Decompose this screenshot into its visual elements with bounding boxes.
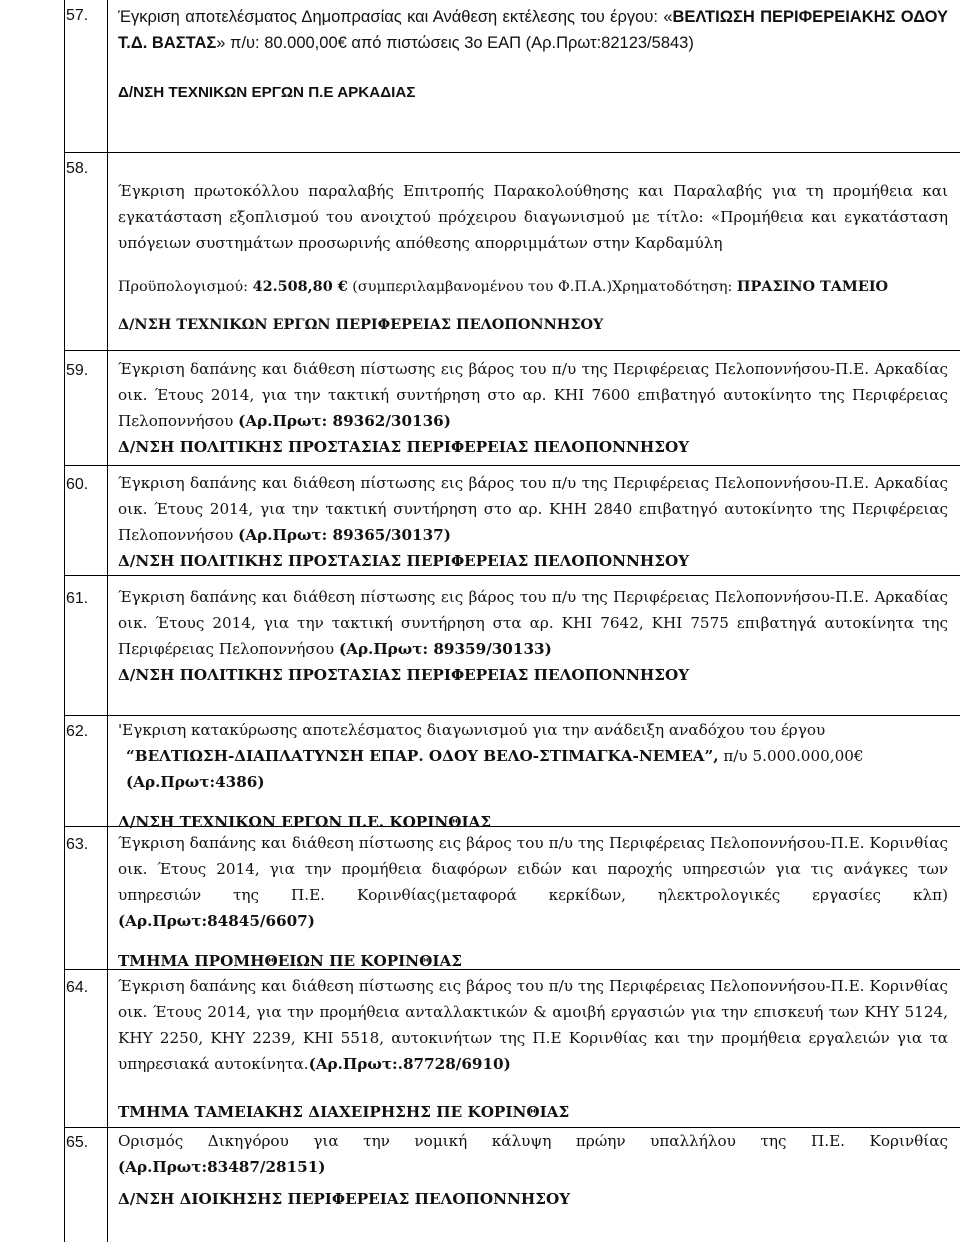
- row-divider: [64, 575, 960, 576]
- agenda-item: [118, 717, 948, 835]
- row-divider: [64, 715, 960, 716]
- agenda-item: [118, 4, 948, 106]
- item-number: 65.: [66, 1134, 89, 1151]
- department: Δ/ΝΣΗ ΤΕΧΝΙΚΩΝ ΕΡΓΩΝ Π.Ε ΑΡΚΑΔΙΑΣ: [118, 84, 416, 101]
- item-text: 'Εγκριση κατακύρωσης αποτελέσματος διαγωνισμού για την ανάδειξη αναδόχου του έργου: [118, 721, 826, 739]
- department: Δ/ΝΣΗ ΠΟΛΙΤΙΚΗΣ ΠΡΟΣΤΑΣΙΑΣ ΠΕΡΙΦΕΡΕΙΑΣ ΠΕΛΟΠΟΝΝΗΣΟΥ: [118, 438, 690, 456]
- department: Δ/ΝΣΗ ΠΟΛΙΤΙΚΗΣ ΠΡΟΣΤΑΣΙΑΣ ΠΕΡΙΦΕΡΕΙΑΣ ΠΕΛΟΠΟΝΝΗΣΟΥ: [118, 666, 690, 684]
- item-text: Έγκριση δαπάνης και διάθεση πίστωσης εις βάρος του π/υ της Περιφέρειας Πελοποννήσου-Π.Ε. Κορινθίας οικ. Έτους 2014, για την προμήθεια διαφόρων ειδών και παροχής υπηρεσιών για τις ανάγκες των υπηρεσιών της Π.Ε. Κορινθίας(μεταφορά κερκίδων, ηλεκτρολογικές εργασίες κλπ) (Αρ.Πρωτ:84845/6607): [118, 834, 948, 930]
- item-number: 61.: [66, 590, 89, 607]
- item-number: 57.: [66, 7, 89, 24]
- item-text: Ορισμός Δικηγόρου για την νομική κάλυψη πρώην υπαλλήλου της Π.Ε. Κορινθίας (Αρ.Πρωτ:83487/28151): [118, 1132, 948, 1176]
- department: Δ/ΝΣΗ ΠΟΛΙΤΙΚΗΣ ΠΡΟΣΤΑΣΙΑΣ ΠΕΡΙΦΕΡΕΙΑΣ ΠΕΛΟΠΟΝΝΗΣΟΥ: [118, 552, 690, 570]
- item-text: Έγκριση δαπάνης και διάθεση πίστωσης εις βάρος του π/υ της Περιφέρειας Πελοποννήσου-Π.Ε. Αρκαδίας οικ. Έτους 2014, για την τακτική συντήρηση στο αρ. ΚΗΙ 7600 επιβατηγό αυτοκίνητο της Περιφέρειας Πελοποννήσου (Αρ.Πρωτ: 89362/30136): [118, 360, 948, 430]
- agenda-item: [118, 584, 948, 688]
- agenda-item: [118, 1128, 948, 1212]
- agenda-item: [118, 178, 948, 338]
- department: ΤΜΗΜΑ ΤΑΜΕΙΑΚΗΣ ΔΙΑΧΕΙΡΗΣΗΣ ΠΕ ΚΟΡΙΝΘΙΑΣ: [118, 1103, 570, 1121]
- item-number: 63.: [66, 836, 89, 853]
- agenda-item: [118, 356, 948, 460]
- item-text: Έγκριση δαπάνης και διάθεση πίστωσης εις βάρος του π/υ της Περιφέρειας Πελοποννήσου-Π.Ε. Κορινθίας οικ. Έτους 2014, για την προμήθεια ανταλλακτικών & αμοιβή εργασιών για την επισκευή των ΚΗΥ 5124, ΚΗΥ 2250, ΚΗΥ 2239, ΚΗΙ 5518, αυτοκινήτων της Π.Ε Κορινθίας και την προμήθεια εργαλειών για τα υπηρεσιακά αυτοκίνητα.(Αρ.Πρωτ:.87728/6910): [118, 977, 948, 1073]
- row-divider: [64, 465, 960, 466]
- budget-line: Προϋπολογισμού: 42.508,80 € (συμπεριλαμβανομένου του Φ.Π.Α.)Χρηματοδότηση: ΠΡΑΣΙΝΟ ΤΑΜΕΙΟ: [118, 278, 889, 295]
- project-title: “ΒΕΛΤΙΩΣΗ-ΔΙΑΠΛΑΤΥΝΣΗ ΕΠΑΡ. ΟΔΟΥ ΒΕΛΟ-ΣΤΙΜΑΓΚΑ-ΝΕΜΕΑ”, π/υ 5.000.000,00€: [126, 747, 864, 765]
- agenda-item: [118, 470, 948, 574]
- department: ΤΜΗΜΑ ΠΡΟΜΗΘΕΙΩΝ ΠΕ ΚΟΡΙΝΘΙΑΣ: [118, 952, 462, 970]
- item-text: Έγκριση δαπάνης και διάθεση πίστωσης εις βάρος του π/υ της Περιφέρειας Πελοποννήσου-Π.Ε. Αρκαδίας οικ. Έτους 2014, για την τακτική συντήρηση στα αρ. ΚΗΙ 7642, ΚΗΙ 7575 επιβατηγά αυτοκίνητα της Περιφέρειας Πελοποννήσου (Αρ.Πρωτ: 89359/30133): [118, 588, 948, 658]
- table-left-border: [64, 0, 65, 1242]
- item-number: 62.: [66, 723, 89, 740]
- number-column-divider: [107, 0, 108, 1242]
- item-number: 58.: [66, 160, 89, 177]
- item-number: 60.: [66, 476, 89, 493]
- department: Δ/ΝΣΗ ΤΕΧΝΙΚΩΝ ΕΡΓΩΝ ΠΕΡΙΦΕΡΕΙΑΣ ΠΕΛΟΠΟΝΝΗΣΟΥ: [118, 316, 604, 333]
- item-text: Έγκριση αποτελέσματος Δημοπρασίας και Ανάθεση εκτέλεσης του έργου: «ΒΕΛΤΙΩΣΗ ΠΕΡΙΦΕΡΕΙΑΚΗΣ ΟΔΟΥ Τ.Δ. ΒΑΣΤΑΣ» π/υ: 80.000,00€ από πιστώσεις 3ο ΕΑΠ (Αρ.Πρωτ:82123/5843): [118, 8, 948, 52]
- row-divider: [64, 152, 960, 153]
- item-text: Έγκριση πρωτοκόλλου παραλαβής Επιτροπής Παρακολούθησης και Παραλαβής για τη προμήθεια και εγκατάσταση εξοπλισμού του ανοιχτού πρόχειρου διαγωνισμού με τίτλο: «Προμήθεια και εγκατάσταση υπόγειων συστημάτων προσωρινής απόθεσης απορριμμάτων στην Καρδαμύλη: [118, 182, 948, 252]
- department: Δ/ΝΣΗ ΤΕΧΝΙΚΩΝ ΕΡΓΩΝ Π.Ε. ΚΟΡΙΝΘΙΑΣ: [118, 813, 492, 831]
- agenda-item: [118, 830, 948, 974]
- protocol: (Αρ.Πρωτ:4386): [126, 773, 265, 791]
- item-text: Έγκριση δαπάνης και διάθεση πίστωσης εις βάρος του π/υ της Περιφέρειας Πελοποννήσου-Π.Ε. Αρκαδίας οικ. Έτους 2014, για την τακτική συντήρηση στο αρ. ΚΗΗ 2840 επιβατηγό αυτοκίνητο της Περιφέρειας Πελοποννήσου (Αρ.Πρωτ: 89365/30137): [118, 474, 948, 544]
- agenda-item: [118, 973, 948, 1125]
- item-number: 64.: [66, 979, 89, 996]
- department: Δ/ΝΣΗ ΔΙΟΙΚΗΣΗΣ ΠΕΡΙΦΕΡΕΙΑΣ ΠΕΛΟΠΟΝΝΗΣΟΥ: [118, 1190, 571, 1208]
- row-divider: [64, 350, 960, 351]
- item-number: 59.: [66, 362, 89, 379]
